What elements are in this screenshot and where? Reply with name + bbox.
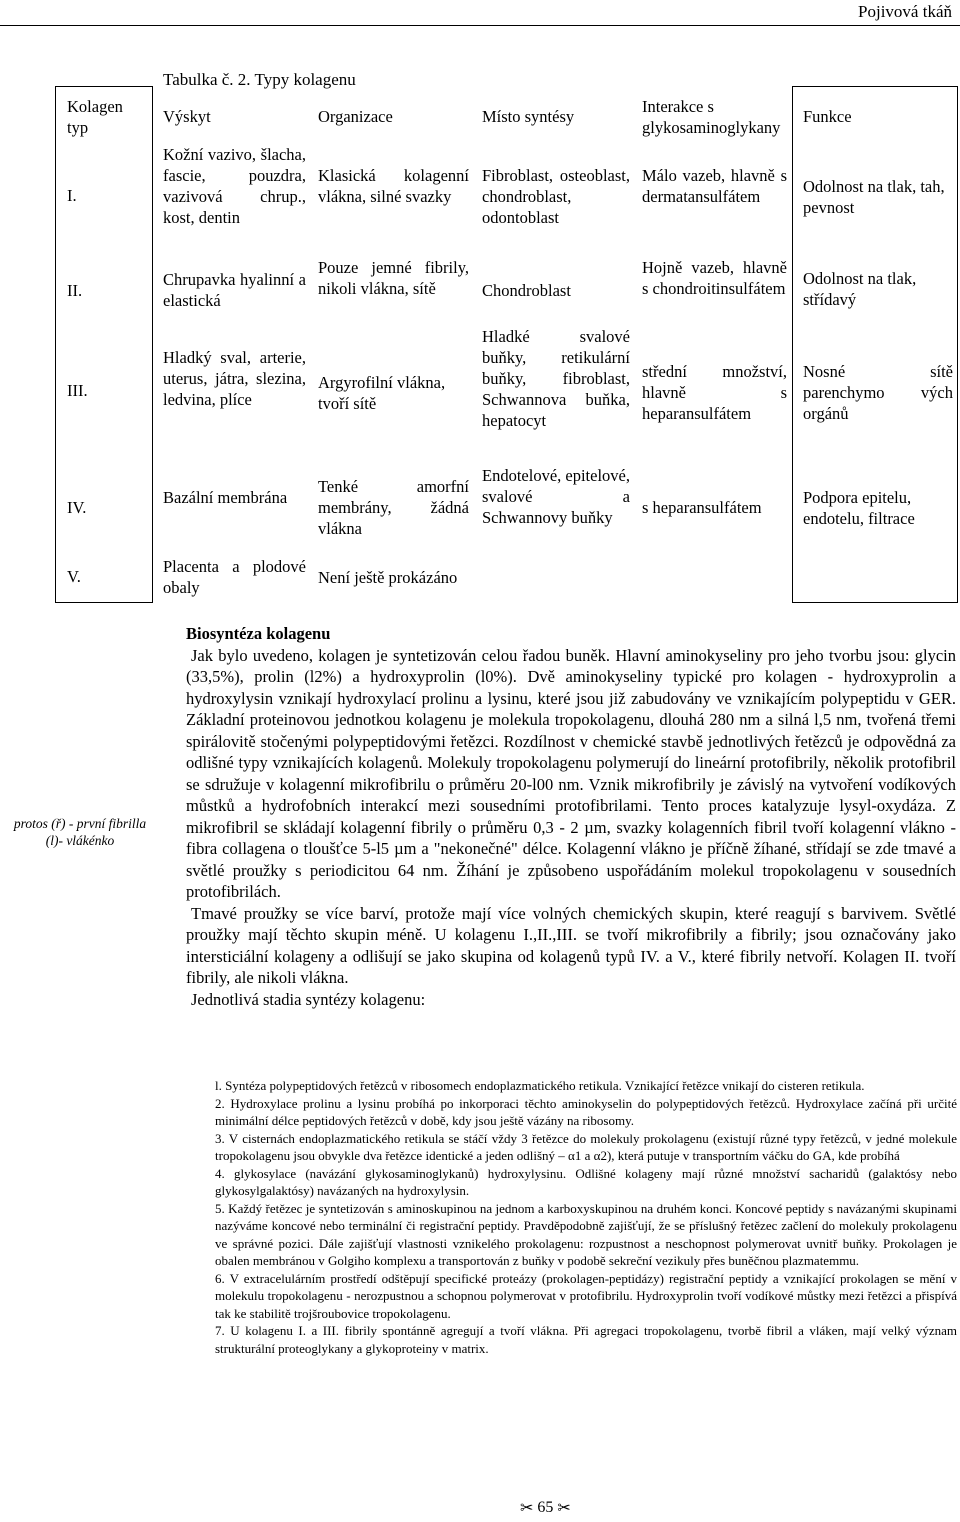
row-3-interaction: střední množství, hlavně s heparansulfátem [642,362,787,423]
header-function: Funkce [803,107,852,126]
step-2: 2. Hydroxylace prolinu a lysinu probíhá po inkorporaci těchto aminokyselin do polypeptidových řetězců. Hydroxylace začíná při určité minimální délce peptidových řetězců v době, kdy jsou ještě vázány na ribosomy. [215,1095,957,1128]
step-4: 4. glykosylace (navázání glykosaminoglykanů) hydroxylysinu. Odlišné kolageny mají různé množství sacharidů (galaktósy nebo glykosylgalaktósy) navázaných na hydroxylysin. [215,1165,957,1198]
row-5-organization: Není ještě prokázáno [318,568,458,587]
row-1-occurrence: Kožní vazivo, šlacha, fascie, pouzdra, vazivová chrup., kost, dentin [163,145,306,227]
header-organization: Organizace [318,107,393,126]
synthesis-steps-list [215,1077,957,1357]
row-3-synthesis-site: Hladké svalové buňky, retikulární buňky, fibroblast, Schwannova buňka, hepatocyt [482,327,630,430]
row-2-type: II. [67,281,83,300]
row-1-synthesis-site: Fibroblast, osteoblast, chondroblast, odontoblast [482,166,630,227]
row-2-synthesis-site: Chondroblast [482,281,571,300]
row-1-interaction: Málo vazeb, hlavně s dermatansulfátem [642,166,787,206]
step-5: 5. Každý řetězec je syntetizován s aminoskupinou na jednom a karboxyskupinou na druhém konci. Koncové peptidy s navázanými skupinami nazýváme koncové nebo terminální či registrační peptidy. Pravděpodobně zajišťují, že se příslušný řetězec začlení do molekuly prokolagenu ve správné pozici. Dále zajišťují vlastnosti vznikelého prokolagenu: rozpustnost a neschopnost polymerovat uvnitř buňky. Prokolagen je obalen membránou v Golgiho komplexu a transportován z buňky v podobě sekreční vezikuly přes buněčnou plazmatemmu. [215,1200,957,1268]
table-caption: Tabulka č. 2. Typy kolagenu [163,70,356,89]
scissors-icon-left: ✂ [520,1500,534,1517]
step-7: 7. U kolagenu I. a III. fibrily spontánně agregují a tvoří vlákna. Při agregaci tropokolagenu, tvorbě fibril a vláken, mají velký význam strukturální proteoglykany a glykoproteiny v matrix. [215,1323,957,1356]
margin-note: protos (ř) - první fibrilla (l)- vlákénko [13,816,147,848]
section-title: Biosyntéza kolagenu [186,624,331,643]
row-5-type: V. [67,567,81,586]
page-footer [520,1498,571,1518]
row-5-occurrence: Placenta a plodové obaly [163,557,306,597]
row-4-organization: Tenké amorfní membrány, žádná vlákna [318,477,469,538]
step-1: l. Syntéza polypeptidových řetězců v ribosomech endoplazmatického retikula. Vznikající řetězce vnikají do cisteren retikula. [215,1078,865,1093]
row-1-function: Odolnost na tlak, tah, pevnost [803,177,945,217]
paragraph-1: Jak bylo uvedeno, kolagen je syntetizován celou řadou buněk. Hlavní aminokyseliny pro jeho tvorbu jsou: glycin (33,5%), prolin (l2%) a hydroxyprolin (l0%). Dvě aminokyseliny typické pro kolagen - hydroxyprolin a hydroxylysin vznikají hydroxylací prolinu a lysinu, které jsou již zabudovány ve vznikajícím polypeptidu v GER. Základní proteinovou jednotkou kolagenu je molekula tropokolagenu, dlouhá 280 nm a silná l,5 nm, tvořená třemi spirálovitě stočenými polypeptidovými řetězci. Rozdílnost v chemické stavbě jednotlivých řetězců je odpovědná za odlišné typy vznikajících kolagenů. Molekuly tropokolagenu polymerují do lineární protofibrily, několik protofibril se sdružuje v kolagenní mikrofibrilu o průměru 20-l00 nm. Vznik mikrofibrily je závislý na vytvoření vodíkových můstků a hydrofobních interakcí mezi sousedními protofibrilami. Tento proces katalyzuje lysyl-oxydáza. Z mikrofibril se skládají kolagenní fibrily o průměru 0,3 - 2 µm, svazky kolagenních fibril tvoří kolagenní vlákno - fibra collagena o tloušťce 5-l5 µm a "nekonečné" délce. Kolagenní vlákno je příčně žíhané, střídají se zde tmavé a světlé proužky s periodicitou 64 nm. Žíhání je způsobeno uspořádáním molekul tropokolagenu v sousedních protofibrilách. [186,645,956,901]
row-4-synthesis-site: Endotelové, epitelové, svalové a Schwannovy buňky [482,466,630,527]
row-2-organization: Pouze jemné fibrily, nikoli vlákna, sítě [318,258,469,298]
row-4-interaction: s heparansulfátem [642,498,762,517]
header-occurrence: Výskyt [163,107,211,126]
row-4-type: IV. [67,498,87,517]
paragraph-3: Jednotlivá stadia syntézy kolagenu: [191,989,426,1009]
row-3-organization: Argyrofilní vlákna, tvoří sítě [318,373,446,413]
running-header-title: Pojivová tkáň [858,2,952,21]
header-rule [0,25,960,26]
page-number: 65 [537,1499,554,1516]
row-4-function: Podpora epitelu, endotelu, filtrace [803,488,915,528]
header-type: Kolagen typ [67,97,123,137]
biosynthesis-section [186,623,956,1010]
table-column-type-frame [55,86,153,603]
scissors-icon-right: ✂ [557,1500,571,1517]
step-3: 3. V cisternách endoplazmatického retikula se stáčí vždy 3 řetězce do molekuly prokolagenu (existují různé typy řetězců, v jedné molekule tropokolagenu jsou obvykle dva řetězce identické a jeden odlišný – α1 a α2), která putuje v transportním váčku do GA, kde probíhá [215,1130,957,1163]
row-3-occurrence: Hladký sval, arterie, uterus, játra, slezina, ledvina, plíce [163,348,306,409]
step-6: 6. V extracelulárním prostředí odštěpují specifické proteázy (prokolagen-peptidázy) registrační peptidy a vznikající prokolagen se mění v molekulu tropokolagenu - nerozpustnou a schopnou polymerovat v protofibrilu. Hydroxyprolin tvoří vodíkové můstky mezi řetězci a přispívá tak ke stabilitě trojšroubovice tropokolagenu. [215,1270,957,1321]
header-interaction: Interakce s glykosaminoglykany [642,97,781,137]
row-1-organization: Klasická kolagenní vlákna, silné svazky [318,166,469,206]
row-3-type: III. [67,381,88,400]
paragraph-2: Tmavé proužky se více barví, protože mají více volných chemických skupin, které reagují s barvivem. Světlé proužky mají těchto skupin méně. U kolagenu I.,II.,III. se tvoří mikrofibrily a fibrily; jsou označovány jako intersticiální kolageny a odlišují se jako skupina od kolagenů typů IV. a V., které fibrily netvoří. Kolagen II. tvoří fibrily, ale nikoli vlákna. [186,903,956,987]
row-2-interaction: Hojně vazeb, hlavně s chondroitinsulfátem [642,258,787,298]
row-4-occurrence: Bazální membrána [163,488,288,507]
row-1-type: I. [67,186,77,205]
row-2-function: Odolnost na tlak, střídavý [803,269,917,309]
header-synthesis-site: Místo syntésy [482,107,575,126]
row-3-function: Nosné sítě parenchymo vých orgánů [803,362,953,423]
row-2-occurrence: Chrupavka hyalinní a elastická [163,270,306,310]
